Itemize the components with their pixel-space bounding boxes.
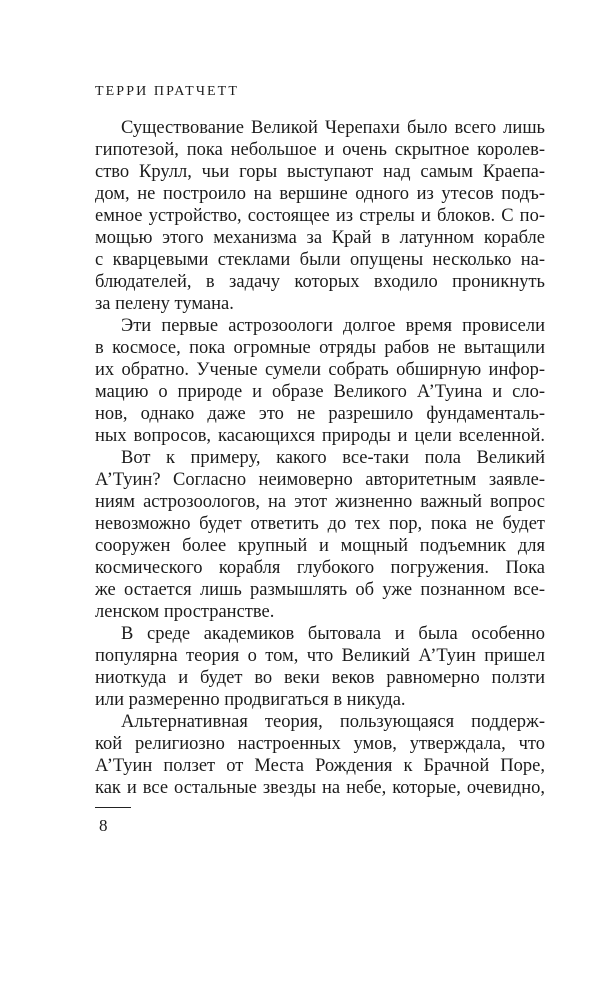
text-line: их обратно. Ученые сумели собрать обширную инфор- (95, 360, 545, 380)
paragraph (95, 447, 545, 623)
paragraph (95, 117, 545, 315)
text-line: ных вопросов, касающихся природы и цели вселенной. (95, 426, 545, 446)
footer-rule (95, 807, 131, 808)
text-line: гипотезой, пока небольшое и очень скрытное королев- (95, 140, 545, 160)
text-line: дом, не построило на вершине одного из утесов подъ- (95, 184, 545, 204)
text-line: за пелену тумана. (95, 294, 234, 314)
text-line: Вот к примеру, какого все-таки пола Великий (121, 448, 545, 468)
text-line: А’Туин ползет от Места Рождения к Брачной Поре, (95, 756, 545, 776)
text-line: мацию о природе и образе Великого А’Туина и сло- (95, 382, 545, 402)
text-line: как и все остальные звезды на небе, которые, очевидно, (95, 778, 545, 798)
paragraph (95, 623, 545, 711)
running-head: ТЕРРИ ПРАТЧЕТТ (95, 84, 239, 99)
text-line: В среде академиков бытовала и была особенно (121, 624, 545, 644)
text-line: ство Крулл, чьи горы выступают над самым Краепа- (95, 162, 545, 182)
text-line: нов, однако даже это не разрешило фундаменталь- (95, 404, 545, 424)
paragraph (95, 315, 545, 447)
page-number: 8 (99, 816, 108, 835)
text-line: емное устройство, состоящее из стрелы и блоков. С по- (95, 206, 545, 226)
text-line: в космосе, пока огромные отряды рабов не вытащили (95, 338, 545, 358)
text-line: Существование Великой Черепахи было всего лишь (121, 118, 545, 138)
text-line: кой религиозно настроенных умов, утверждала, что (95, 734, 545, 754)
text-line: невозможно будет ответить до тех пор, пока не будет (95, 514, 545, 534)
text-line: ленском пространстве. (95, 602, 275, 622)
text-line: Эти первые астрозоологи долгое время провисели (121, 316, 545, 336)
text-line: ниоткуда и будет во веки веков равномерно ползти (95, 668, 545, 688)
body-text (95, 117, 545, 799)
text-line: космического корабля глубокого погружения. Пока (95, 558, 545, 578)
text-line: блюдателей, в задачу которых входило проникнуть (95, 272, 545, 292)
text-line: или размеренно продвигаться в никуда. (95, 690, 406, 710)
text-line: сооружен более крупный и мощный подъемник для (95, 536, 545, 556)
text-line: Альтернативная теория, пользующаяся поддерж- (121, 712, 545, 732)
text-line: популярна теория о том, что Великий А’Туин пришел (95, 646, 545, 666)
text-line: А’Туин? Согласно неимоверно авторитетным заявле- (95, 470, 545, 490)
text-line: мощью этого механизма за Край в латунном корабле (95, 228, 545, 248)
text-line: с кварцевыми стеклами были опущены несколько на- (95, 250, 545, 270)
paragraph (95, 711, 545, 799)
text-line: ниям астрозоологов, на этот жизненно важный вопрос (95, 492, 545, 512)
text-line: же остается лишь размышлять об уже познанном все- (95, 580, 545, 600)
